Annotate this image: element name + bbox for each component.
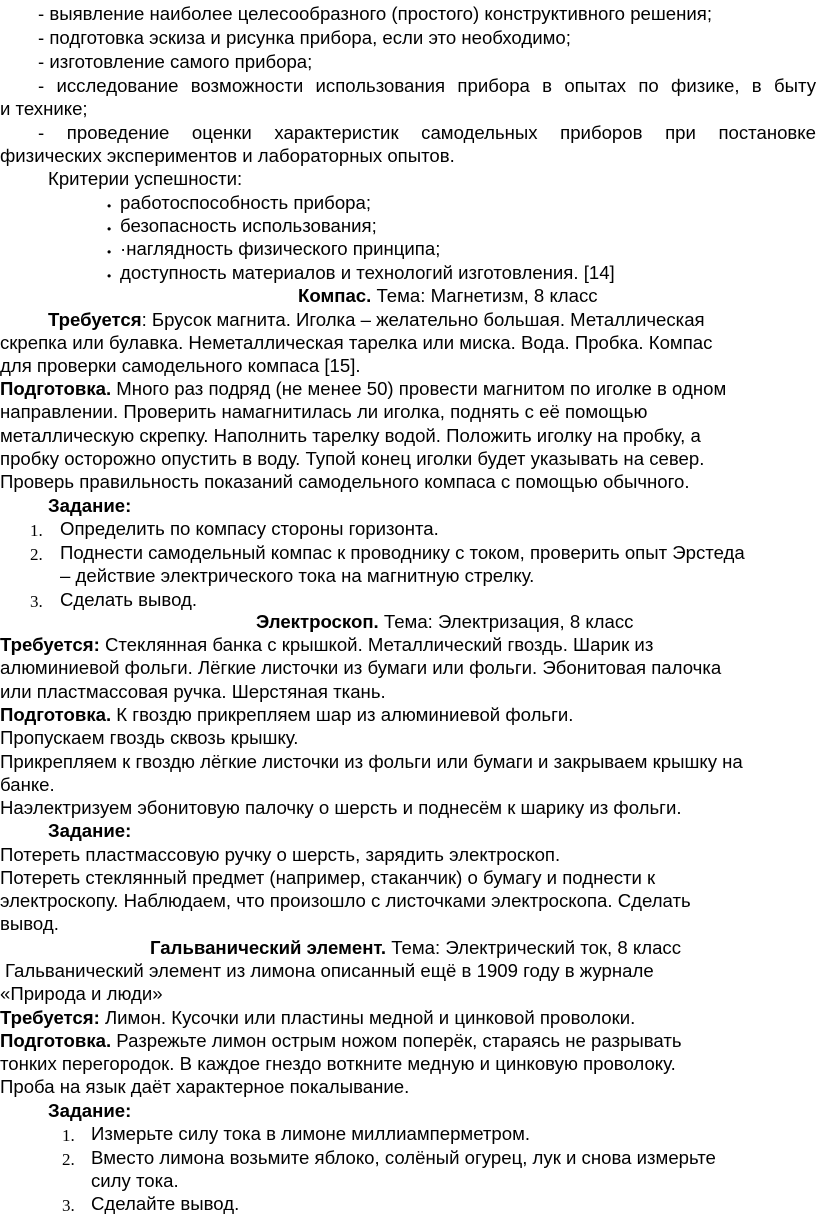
electroscope-requires [0,633,653,656]
electroscope-task-line: вывод. [0,913,59,934]
electroscope-requires-label: Требуется: [0,634,100,655]
galvanic-task-item-cont: силу тока. [91,1170,179,1191]
compass-title [298,284,598,307]
compass-prep-cont: направлении. Проверить намагнитилась ли иголка, поднять с её помощью [0,401,648,422]
bullet-icon: • [107,269,112,283]
criteria-item: ·наглядность физического принципа; [120,238,441,259]
bullet-icon: • [107,199,112,213]
compass-prep-text: Много раз подряд (не менее 50) провести магнитом по иголке в одном [111,378,727,399]
galvanic-prep-cont: Проба на язык даёт характерное покалывание. [0,1076,410,1097]
galvanic-prep-label: Подготовка. [0,1030,112,1051]
electroscope-task-line: электроскопу. Наблюдаем, что произошло с листочками электроскопа. Сделать [0,890,691,911]
galvanic-task-heading [48,1099,131,1122]
electroscope-task-label: Задание: [48,820,132,841]
list-number: 2. [62,1150,75,1169]
compass-prep [0,377,726,400]
compass-prep-cont: металлическую скрепку. Наполнить тарелку водой. Положить иголку на пробку, а [0,425,701,446]
electroscope-task-heading [48,819,131,842]
bullet-icon: • [107,222,112,236]
electroscope-prep-line: Прикрепляем к гвоздю лёгкие листочки из фольги или бумаги и закрываем крышку на [0,751,743,772]
compass-requires [48,308,705,331]
galvanic-intro-cont: «Природа и люди» [0,983,163,1004]
electroscope-task-line: Потереть пластмассовую ручку о шерсть, зарядить электроскоп. [0,844,561,865]
compass-task-heading [48,494,131,517]
electroscope-requires-cont: алюминиевой фольги. Лёгкие листочки из бумаги или фольги. Эбонитовая палочка [0,657,722,678]
list-number: 1. [62,1126,75,1145]
electroscope-prep-text: К гвоздю прикрепляем шар из алюминиевой фольги. [111,704,574,725]
compass-requires-cont: скрепка или булавка. Неметаллическая тарелка или миска. Вода. Пробка. Компас [0,332,713,353]
goal-item-2: - подготовка эскиза и рисунка прибора, если это необходимо; [38,27,571,48]
compass-topic: Тема: Магнетизм, 8 класс [376,285,598,306]
list-number: 3. [30,592,43,611]
galvanic-task-label: Задание: [48,1100,132,1121]
galvanic-task-item: Вместо лимона возьмите яблоко, солёный огурец, лук и снова измерьте [91,1147,716,1168]
electroscope-prep-label: Подготовка. [0,704,112,725]
list-number: 1. [30,521,43,540]
compass-requires-label: Требуется [48,309,142,330]
galvanic-prep-text: Разрежьте лимон острым ножом поперёк, стараясь не разрывать [111,1030,682,1051]
compass-prep-cont: пробку осторожно опустить в воду. Тупой конец иголки будет указывать на север. [0,448,705,469]
galvanic-title [150,936,681,959]
goal-item-5: - проведение оценки характеристик самодельных приборов при постановке [38,122,816,143]
galvanic-prep-cont: тонких перегородок. В каждое гнездо воткните медную и цинковую проволоку. [0,1053,676,1074]
electroscope-title [256,610,633,633]
electroscope-prep-line: Наэлектризуем эбонитовую палочку о шерсть и поднесём к шарику из фольги. [0,797,682,818]
list-number: 3. [62,1196,75,1215]
list-number: 2. [30,545,43,564]
compass-task-item-cont: – действие электрического тока на магнитную стрелку. [60,565,535,586]
galvanic-intro: Гальванический элемент из лимона описанный ещё в 1909 году в журнале [5,960,654,981]
compass-task-label: Задание: [48,495,132,516]
bullet-icon: • [107,245,112,259]
galvanic-task-item: Сделайте вывод. [91,1193,240,1214]
galvanic-topic: Тема: Электрический ток, 8 класс [391,937,682,958]
galvanic-prep [0,1029,682,1052]
galvanic-title-bold: Гальванический элемент. [150,937,387,958]
goal-item-4: - исследование возможности использования прибора в опытах по физике, в быту [38,75,816,96]
goal-item-1: - выявление наиболее целесообразного (простого) конструктивного решения; [38,3,713,24]
compass-prep-cont: Проверь правильность показаний самодельного компаса с помощью обычного. [0,471,690,492]
electroscope-requires-cont: или пластмассовая ручка. Шерстяная ткань. [0,681,386,702]
electroscope-task-line: Потереть стеклянный предмет (например, стаканчик) о бумагу и поднести к [0,867,656,888]
compass-task-item: Поднести самодельный компас к проводнику с током, проверить опыт Эрстеда [60,542,745,563]
electroscope-topic: Тема: Электризация, 8 класс [383,611,634,632]
galvanic-task-item: Измерьте силу тока в лимоне миллиамперметром. [91,1123,531,1144]
criteria-item: безопасность использования; [120,215,377,236]
compass-title-bold: Компас. [298,285,372,306]
electroscope-requires-text: Стеклянная банка с крышкой. Металлический гвоздь. Шарик из [99,634,654,655]
electroscope-prep [0,703,573,726]
electroscope-title-bold: Электроскоп. [256,611,379,632]
compass-requires-text: : Брусок магнита. Иголка – желательно большая. Металлическая [141,309,705,330]
goal-item-3: - изготовление самого прибора; [38,51,313,72]
galvanic-requires-text: Лимон. Кусочки или пластины медной и цинковой проволоки. [99,1007,636,1028]
goal-item-4-cont: и технике; [0,98,88,119]
goal-item-5-cont: физических экспериментов и лабораторных опытов. [0,145,455,166]
galvanic-requires-label: Требуется: [0,1007,100,1028]
criteria-item: доступность материалов и технологий изготовления. [14] [120,262,615,283]
electroscope-prep-line: банке. [0,774,55,795]
criteria-item: работоспособность прибора; [120,192,372,213]
compass-prep-label: Подготовка. [0,378,112,399]
criteria-heading: Критерии успешности: [48,168,243,189]
galvanic-requires [0,1006,635,1029]
compass-requires-cont: для проверки самодельного компаса [15]. [0,355,361,376]
compass-task-item: Определить по компасу стороны горизонта. [60,518,439,539]
compass-task-item: Сделать вывод. [60,589,198,610]
electroscope-prep-line: Пропускаем гвоздь сквозь крышку. [0,727,299,748]
